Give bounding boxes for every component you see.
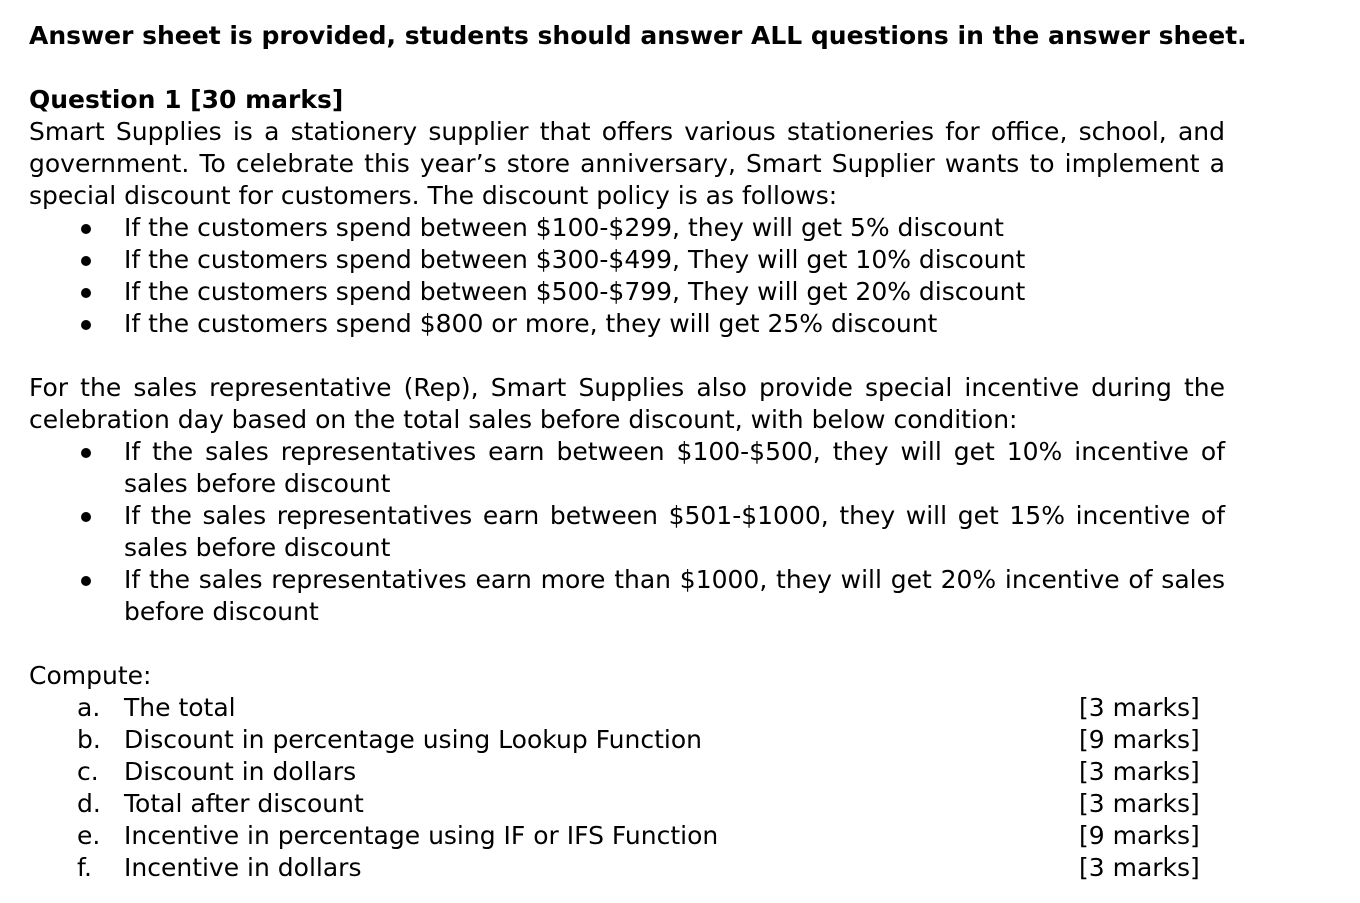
- item-marks: [9 marks]: [1079, 821, 1200, 850]
- item-text: Discount in dollars: [124, 757, 357, 786]
- compute-item: [29, 820, 1225, 852]
- question-title: Question 1 [30 marks]: [29, 85, 344, 114]
- document-page: [29, 20, 1247, 884]
- item-marks: [3 marks]: [1079, 693, 1200, 722]
- compute-item: [29, 788, 1225, 820]
- discount-rule-text: If the customers spend between $100-$299, they will get 5% discount: [124, 213, 1004, 242]
- list-item: [29, 212, 1225, 244]
- item-marks: [9 marks]: [1079, 725, 1200, 754]
- list-item: [29, 436, 1225, 500]
- incentive-rule-text: If the sales representatives earn more than $1000, they will get 20% incentive of sales before discount: [124, 565, 1225, 626]
- discount-rule-text: If the customers spend between $500-$799, They will get 20% discount: [124, 277, 1026, 306]
- bullet-icon: [81, 224, 91, 234]
- incentive-rule-text: If the sales representatives earn between $501-$1000, they will get 15% incentive of sales before discount: [124, 501, 1225, 562]
- discount-rule-text: If the customers spend $800 or more, they will get 25% discount: [124, 309, 938, 338]
- bullet-icon: [81, 512, 91, 522]
- question-intro: Smart Supplies is a stationery supplier that offers various stationeries for office, school, and government. To celebrate this year’s store anniversary, Smart Supplier wants to implement a special discount for customers. The discount policy is as follows:: [29, 117, 1225, 210]
- compute-label: Compute:: [29, 661, 152, 690]
- bullet-icon: [81, 288, 91, 298]
- item-text: Total after discount: [124, 789, 364, 818]
- spacer: [29, 340, 1225, 372]
- compute-item: [29, 756, 1225, 788]
- list-item: [29, 308, 1225, 340]
- item-letter: a.: [77, 693, 101, 722]
- compute-item: [29, 852, 1225, 884]
- item-marks: [3 marks]: [1079, 757, 1200, 786]
- bullet-icon: [81, 256, 91, 266]
- instruction-text: Answer sheet is provided, students should answer ALL questions in the answer sheet.: [29, 21, 1247, 50]
- compute-item: [29, 692, 1225, 724]
- incentive-intro: For the sales representative (Rep), Smart Supplies also provide special incentive during the celebration day based on the total sales before discount, with below condition:: [29, 373, 1225, 434]
- item-marks: [3 marks]: [1079, 789, 1200, 818]
- item-text: The total: [124, 693, 236, 722]
- item-text: Incentive in dollars: [124, 853, 362, 882]
- item-text: Incentive in percentage using IF or IFS Function: [124, 821, 719, 850]
- compute-items-list: [29, 692, 1225, 884]
- incentive-rule-text: If the sales representatives earn between $100-$500, they will get 10% incentive of sales before discount: [124, 437, 1225, 498]
- incentive-rules-list: [29, 436, 1225, 628]
- item-letter: f.: [77, 853, 92, 882]
- item-letter: d.: [77, 789, 101, 818]
- discount-rule-text: If the customers spend between $300-$499, They will get 10% discount: [124, 245, 1026, 274]
- item-letter: c.: [77, 757, 99, 786]
- item-text: Discount in percentage using Lookup Function: [124, 725, 702, 754]
- bullet-icon: [81, 576, 91, 586]
- item-letter: e.: [77, 821, 101, 850]
- list-item: [29, 500, 1225, 564]
- list-item: [29, 244, 1225, 276]
- compute-item: [29, 724, 1225, 756]
- bullet-icon: [81, 320, 91, 330]
- bullet-icon: [81, 448, 91, 458]
- item-letter: b.: [77, 725, 101, 754]
- spacer: [29, 628, 1225, 660]
- list-item: [29, 564, 1225, 628]
- item-marks: [3 marks]: [1079, 853, 1200, 882]
- discount-rules-list: [29, 212, 1225, 340]
- list-item: [29, 276, 1225, 308]
